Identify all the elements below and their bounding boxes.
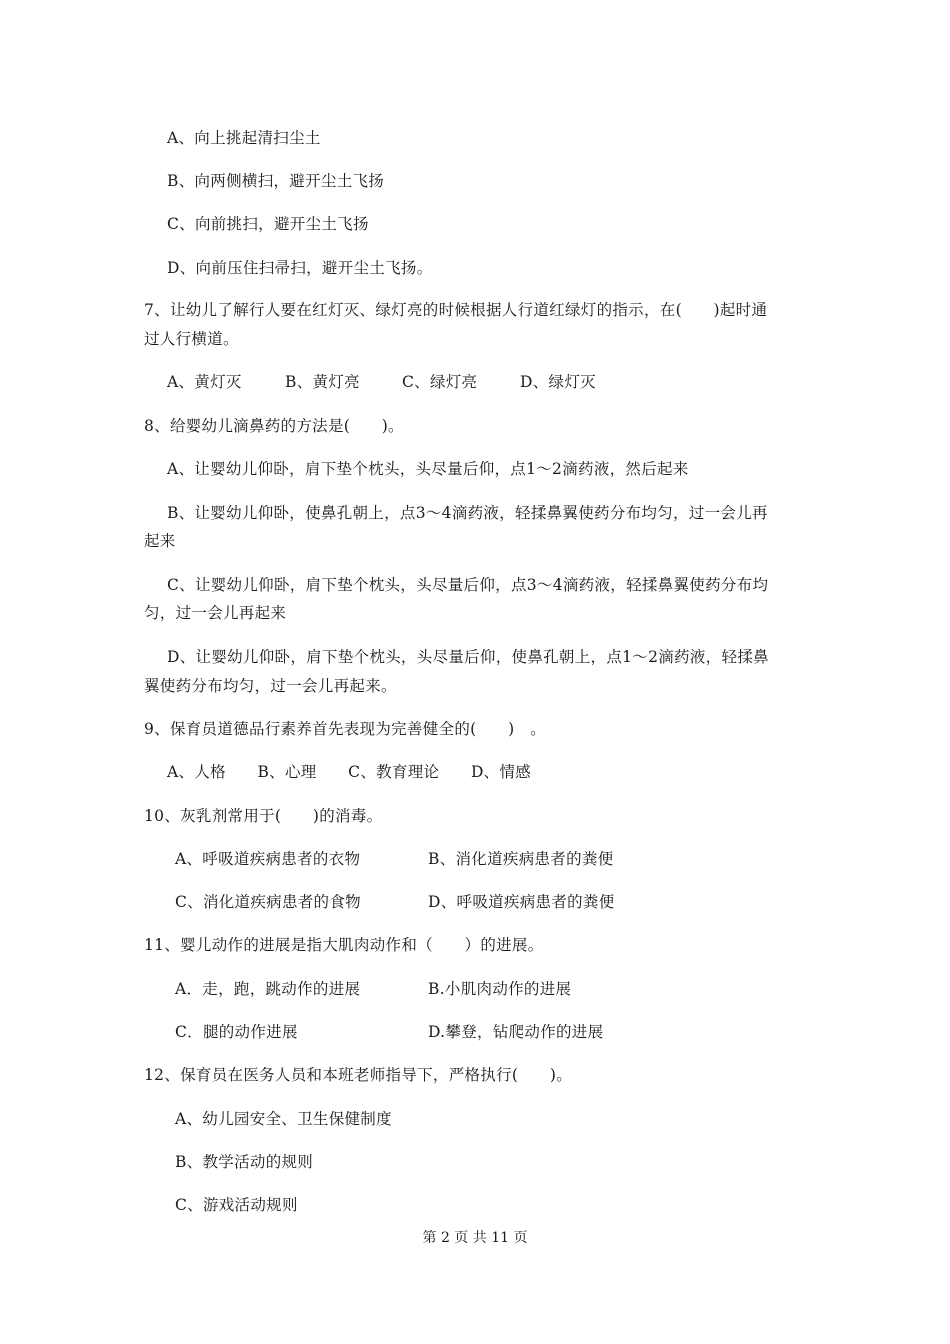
- q8-option-c-line1: C、让婴幼儿仰卧，肩下垫个枕头，头尽量后仰，点3～4滴药液，轻揉鼻翼使药分布均: [167, 576, 769, 594]
- q10-option-b: B、消化道疾病患者的粪便: [428, 850, 614, 868]
- q8-option-c-line2: 匀，过一会儿再起来: [144, 604, 287, 622]
- q7-option-d: D、绿灯灭: [520, 373, 596, 391]
- q10-option-a: A、呼吸道疾病患者的衣物: [175, 850, 361, 868]
- q10-option-c: C、消化道疾病患者的食物: [175, 893, 361, 911]
- q11-option-c: C．腿的动作进展: [175, 1023, 298, 1041]
- page-number-footer: 第 2 页 共 11 页: [422, 1230, 528, 1246]
- q11-stem: 11、婴儿动作的进展是指大肌肉动作和（ ）的进展。: [144, 936, 544, 954]
- q7-stem-line1: 7、让幼儿了解行人要在红灯灭、绿灯亮的时候根据人行道红绿灯的指示，在( )起时通: [144, 301, 768, 319]
- q9-stem: 9、保育员道德品行素养首先表现为完善健全的( ) 。: [144, 720, 547, 738]
- q8-option-b-line2: 起来: [144, 532, 176, 550]
- q12-option-b: B、教学活动的规则: [175, 1153, 314, 1171]
- q11-option-a: A．走，跑，跳动作的进展: [175, 980, 361, 998]
- q7-option-b: B、黄灯亮: [285, 373, 360, 391]
- q8-option-d-line1: D、让婴幼儿仰卧，肩下垫个枕头，头尽量后仰，使鼻孔朝上，点1～2滴药液，轻揉鼻: [167, 648, 769, 666]
- q6-option-c: C、向前挑扫，避开尘土飞扬: [167, 215, 369, 233]
- q6-option-a: A、向上挑起清扫尘土: [167, 129, 321, 147]
- q12-option-c: C、游戏活动规则: [175, 1196, 298, 1214]
- q10-stem: 10、灰乳剂常用于( )的消毒。: [144, 807, 383, 825]
- q7-option-c: C、绿灯亮: [402, 373, 478, 391]
- q9-options: A、人格 B、心理 C、教育理论 D、情感: [167, 763, 532, 781]
- q12-stem: 12、保育员在医务人员和本班老师指导下，严格执行( )。: [144, 1066, 573, 1084]
- q8-option-a: A、让婴幼儿仰卧，肩下垫个枕头，头尽量后仰，点1～2滴药液，然后起来: [167, 460, 689, 478]
- q7-stem-line2: 过人行横道。: [144, 330, 239, 348]
- q11-option-b: B.小肌肉动作的进展: [428, 980, 572, 998]
- q7-option-a: A、黄灯灭: [167, 373, 242, 391]
- q10-option-d: D、呼吸道疾病患者的粪便: [428, 893, 615, 911]
- q6-option-b: B、向两侧横扫，避开尘土飞扬: [167, 172, 385, 190]
- q12-option-a: A、幼儿园安全、卫生保健制度: [175, 1110, 392, 1128]
- q8-option-d-line2: 翼使药分布均匀，过一会儿再起来。: [144, 677, 397, 695]
- q8-stem: 8、给婴幼儿滴鼻药的方法是( )。: [144, 417, 404, 435]
- q6-option-d: D、向前压住扫帚扫，避开尘土飞扬。: [167, 259, 433, 277]
- q8-option-b-line1: B、让婴幼儿仰卧，使鼻孔朝上，点3～4滴药液，轻揉鼻翼使药分布均匀，过一会儿再: [167, 504, 768, 522]
- q11-option-d: D.攀登，钻爬动作的进展: [428, 1023, 604, 1041]
